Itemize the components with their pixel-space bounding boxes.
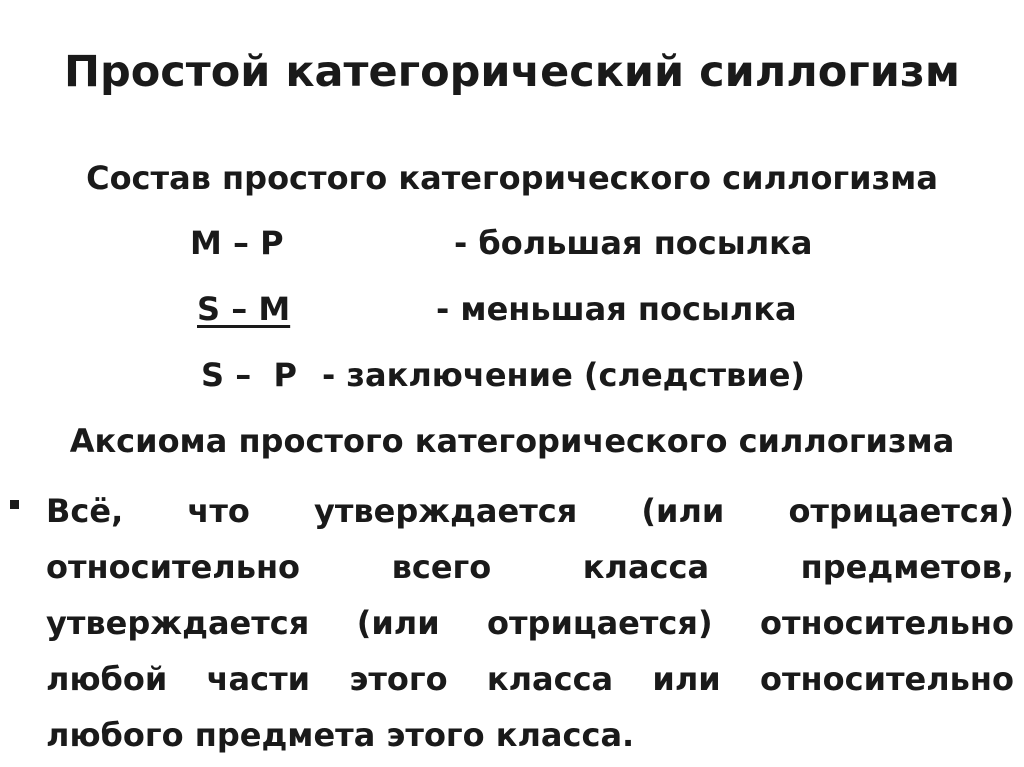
axiom-line-5: любого предмета этого класса. [46, 716, 635, 754]
axiom-line-3: утверждается (или отрицается) относительно [46, 604, 1014, 642]
minor-premise-label: - меньшая посылка [436, 290, 797, 328]
minor-premise-formula: S – M [197, 290, 291, 328]
major-premise-formula: M – P [190, 224, 284, 262]
composition-heading: Состав простого категорического силлогизма [86, 159, 938, 197]
axiom-text [46, 483, 1014, 763]
conclusion-formula: S – P [201, 356, 297, 394]
axiom-line-4: любой части этого класса или относительно [46, 660, 1014, 698]
slide-title: Простой категорический силлогизм [63, 47, 961, 97]
major-premise-label: - большая посылка [454, 224, 813, 262]
conclusion-label: - заключение (следствие) [322, 356, 806, 394]
axiom-heading: Аксиома простого категорического силлогизма [69, 422, 955, 460]
axiom-line-1: Всё, что утверждается (или отрицается) [46, 492, 1014, 530]
axiom-line-2: относительно всего класса предметов, [46, 548, 1014, 586]
bullet-square-icon [10, 500, 19, 509]
